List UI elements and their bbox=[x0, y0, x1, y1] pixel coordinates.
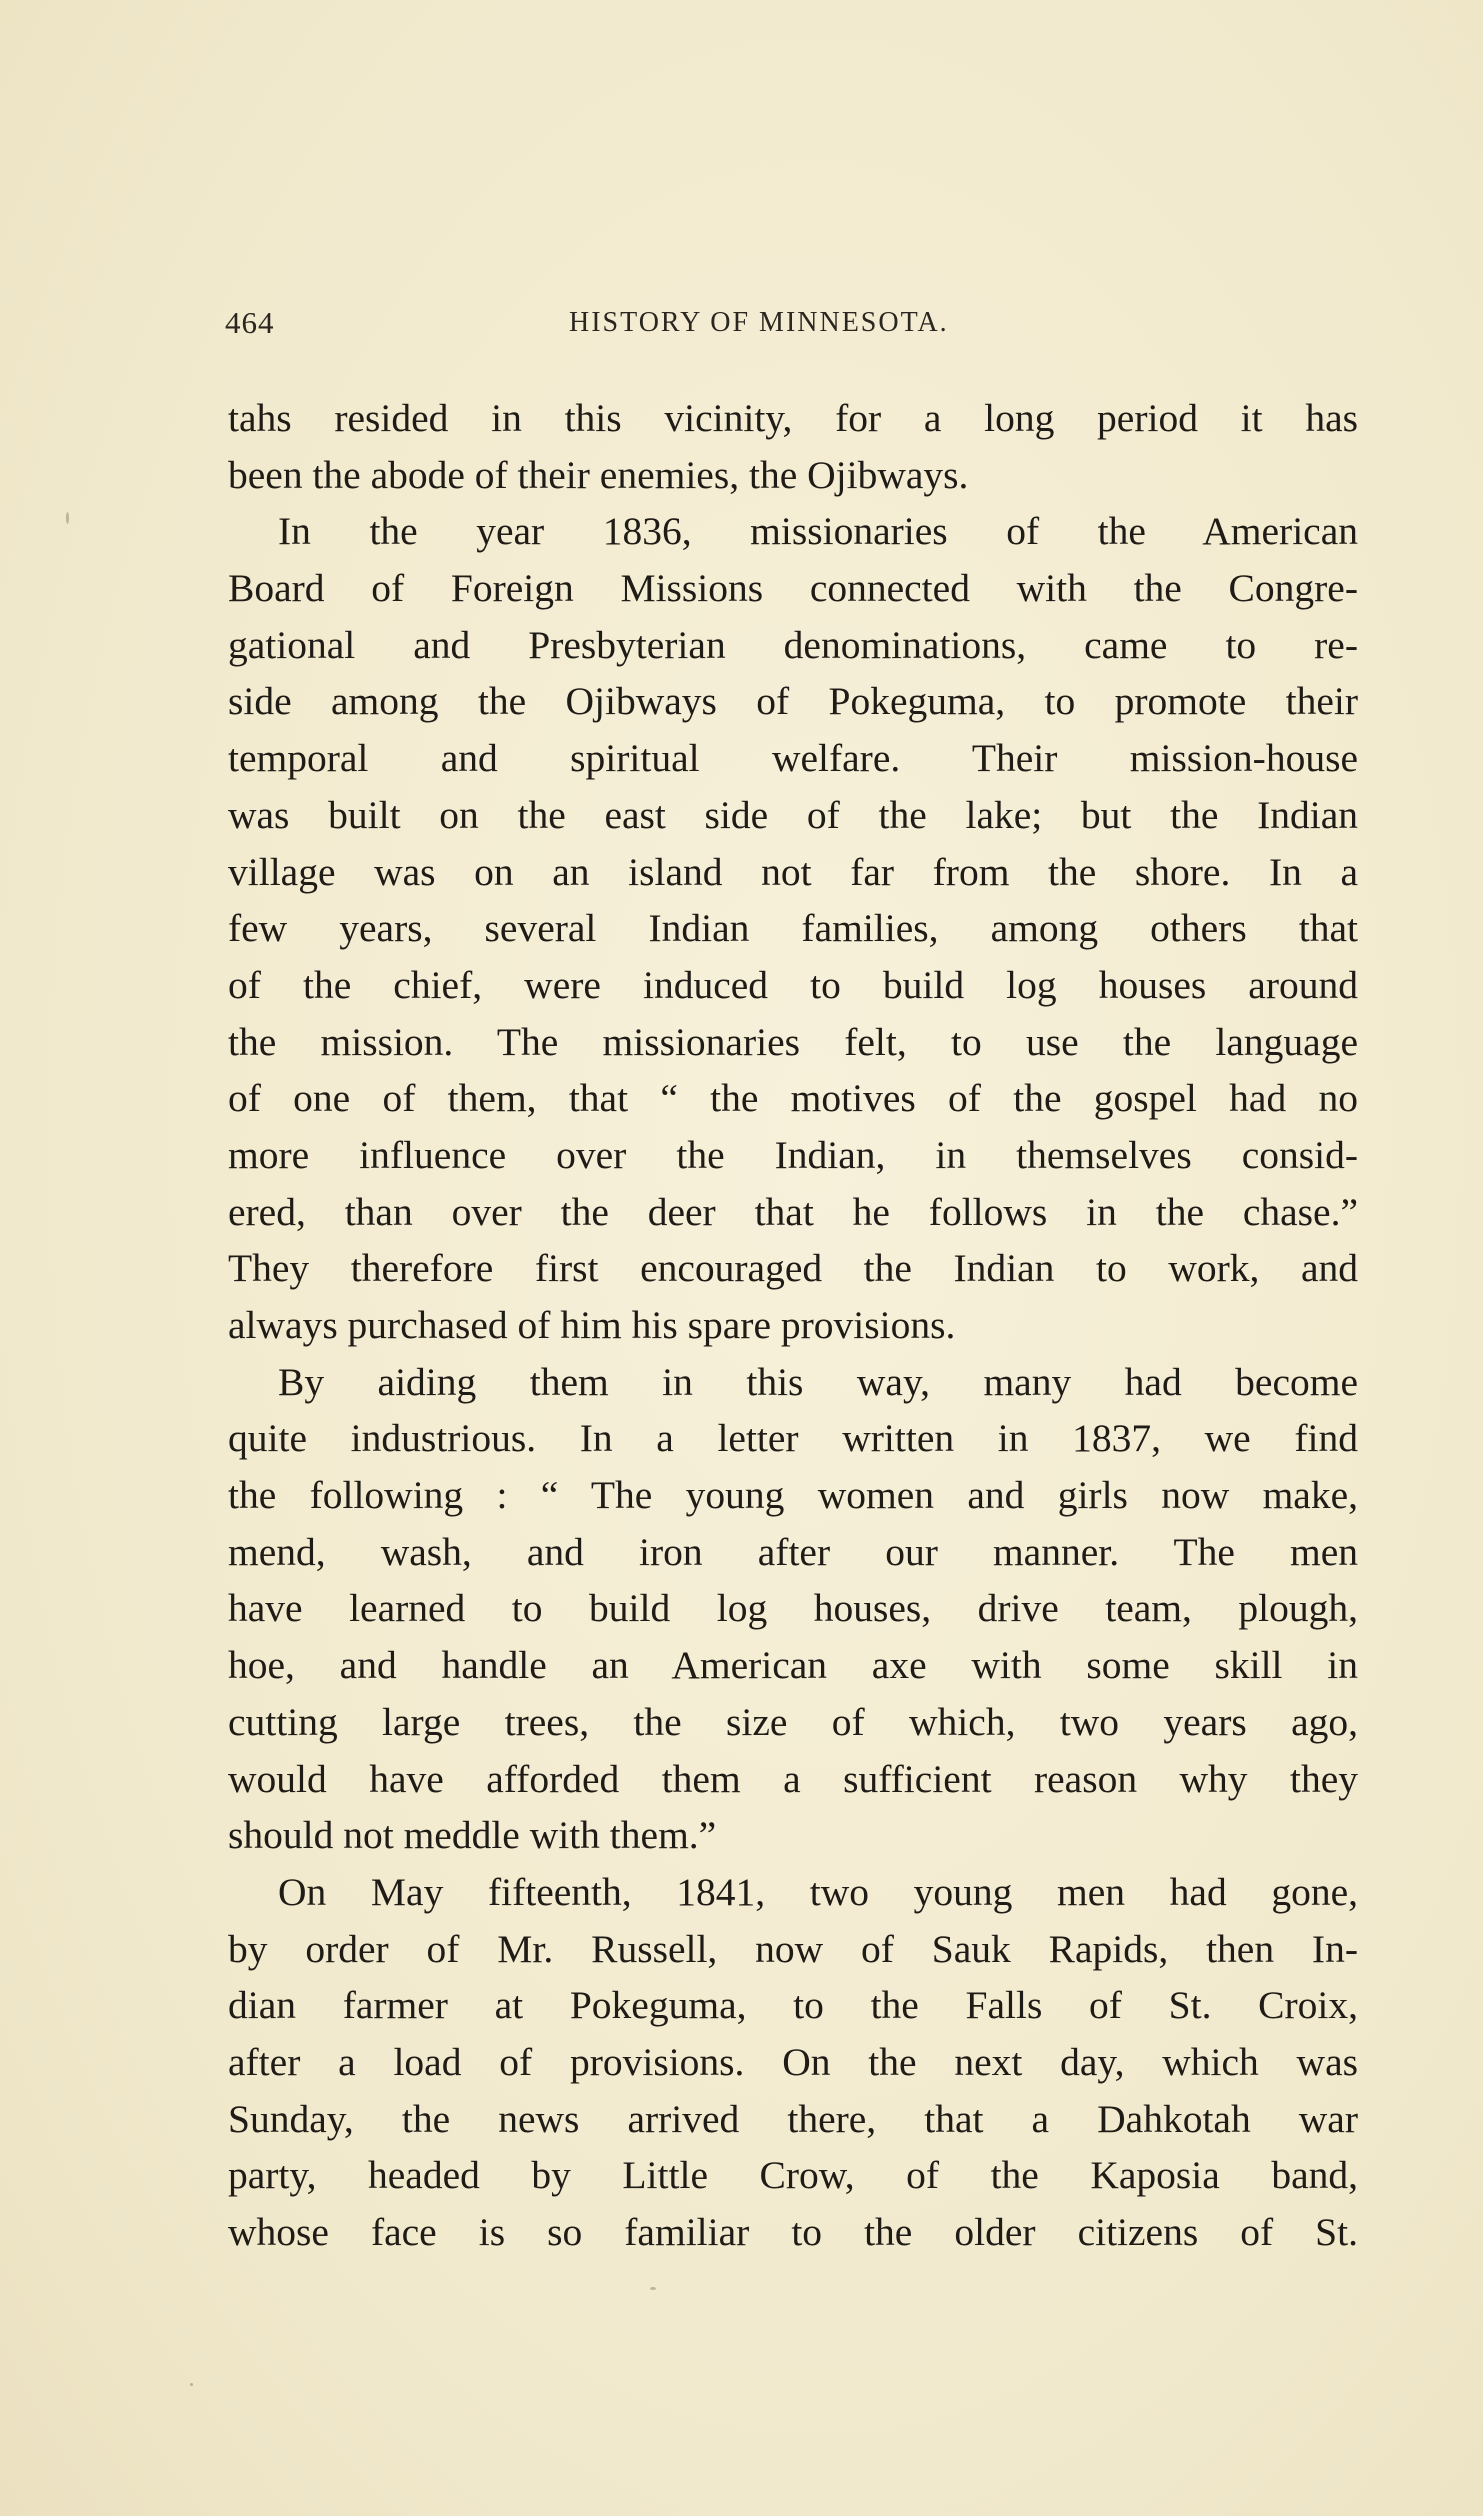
text-line: They therefore first encouraged the Indian to work, and bbox=[228, 1246, 1358, 1291]
text-line: always purchased of him his spare provisions. bbox=[228, 1303, 956, 1347]
running-head: HISTORY OF MINNESOTA. bbox=[569, 307, 949, 338]
text-line: the following : “ The young women and girls now make, bbox=[228, 1473, 1358, 1518]
text-line: cutting large trees, the size of which, two years ago, bbox=[228, 1699, 1358, 1744]
text-line: tahs resided in this vicinity, for a long period it has bbox=[228, 396, 1358, 440]
paper-speck bbox=[66, 512, 69, 524]
text-line: few years, several Indian families, among others that bbox=[228, 906, 1358, 951]
text-line: hoe, and handle an American axe with some skill in bbox=[228, 1643, 1358, 1688]
text-line: have learned to build log houses, drive team, plough, bbox=[228, 1586, 1358, 1631]
text-line: gational and Presbyterian denominations, came to re- bbox=[228, 622, 1358, 667]
text-line: of one of them, that “ the motives of the gospel had no bbox=[228, 1076, 1358, 1121]
text-line: Board of Foreign Missions connected with the Congre- bbox=[228, 566, 1358, 611]
page-header bbox=[225, 305, 1350, 350]
text-line: more influence over the Indian, in themselves consid- bbox=[228, 1132, 1358, 1177]
text-line: party, headed by Little Crow, of the Kaposia band, bbox=[228, 2153, 1358, 2198]
paragraph-start-line: On May fifteenth, 1841, two young men had gone, bbox=[278, 1869, 1358, 1914]
text-line: been the abode of their enemies, the Ojibways. bbox=[228, 452, 969, 497]
paper-speck bbox=[650, 2287, 656, 2290]
text-line: dian farmer at Pokeguma, to the Falls of St. Croix, bbox=[228, 1983, 1358, 2028]
text-line: mend, wash, and iron after our manner. The men bbox=[228, 1529, 1358, 1574]
text-line: side among the Ojibways of Pokeguma, to promote their bbox=[228, 679, 1358, 724]
text-line: was built on the east side of the lake; but the Indian bbox=[228, 792, 1358, 837]
text-line: by order of Mr. Russell, now of Sauk Rapids, then In- bbox=[228, 1926, 1358, 1971]
text-line: temporal and spiritual welfare. Their mission-house bbox=[228, 736, 1358, 781]
text-line: whose face is so familiar to the older citizens of St. bbox=[228, 2210, 1358, 2254]
paragraph-start-line: In the year 1836, missionaries of the American bbox=[278, 509, 1358, 554]
text-line: of the chief, were induced to build log houses around bbox=[228, 962, 1358, 1007]
text-line: quite industrious. In a letter written in 1837, we find bbox=[228, 1416, 1358, 1461]
page-number: 464 bbox=[225, 305, 275, 340]
text-line: village was on an island not far from the shore. In a bbox=[228, 849, 1358, 894]
text-line: would have afforded them a sufficient reason why they bbox=[228, 1756, 1358, 1801]
body-text bbox=[228, 390, 1358, 2261]
text-line: should not meddle with them.” bbox=[228, 1813, 717, 1858]
text-line: the mission. The missionaries felt, to use the language bbox=[228, 1019, 1358, 1064]
paragraph-start-line: By aiding them in this way, many had become bbox=[278, 1359, 1358, 1404]
text-line: after a load of provisions. On the next day, which was bbox=[228, 2039, 1358, 2084]
text-line: Sunday, the news arrived there, that a Dahkotah war bbox=[228, 2096, 1358, 2141]
paper-speck bbox=[190, 2383, 193, 2386]
text-line: ered, than over the deer that he follows in the chase.” bbox=[228, 1189, 1358, 1234]
